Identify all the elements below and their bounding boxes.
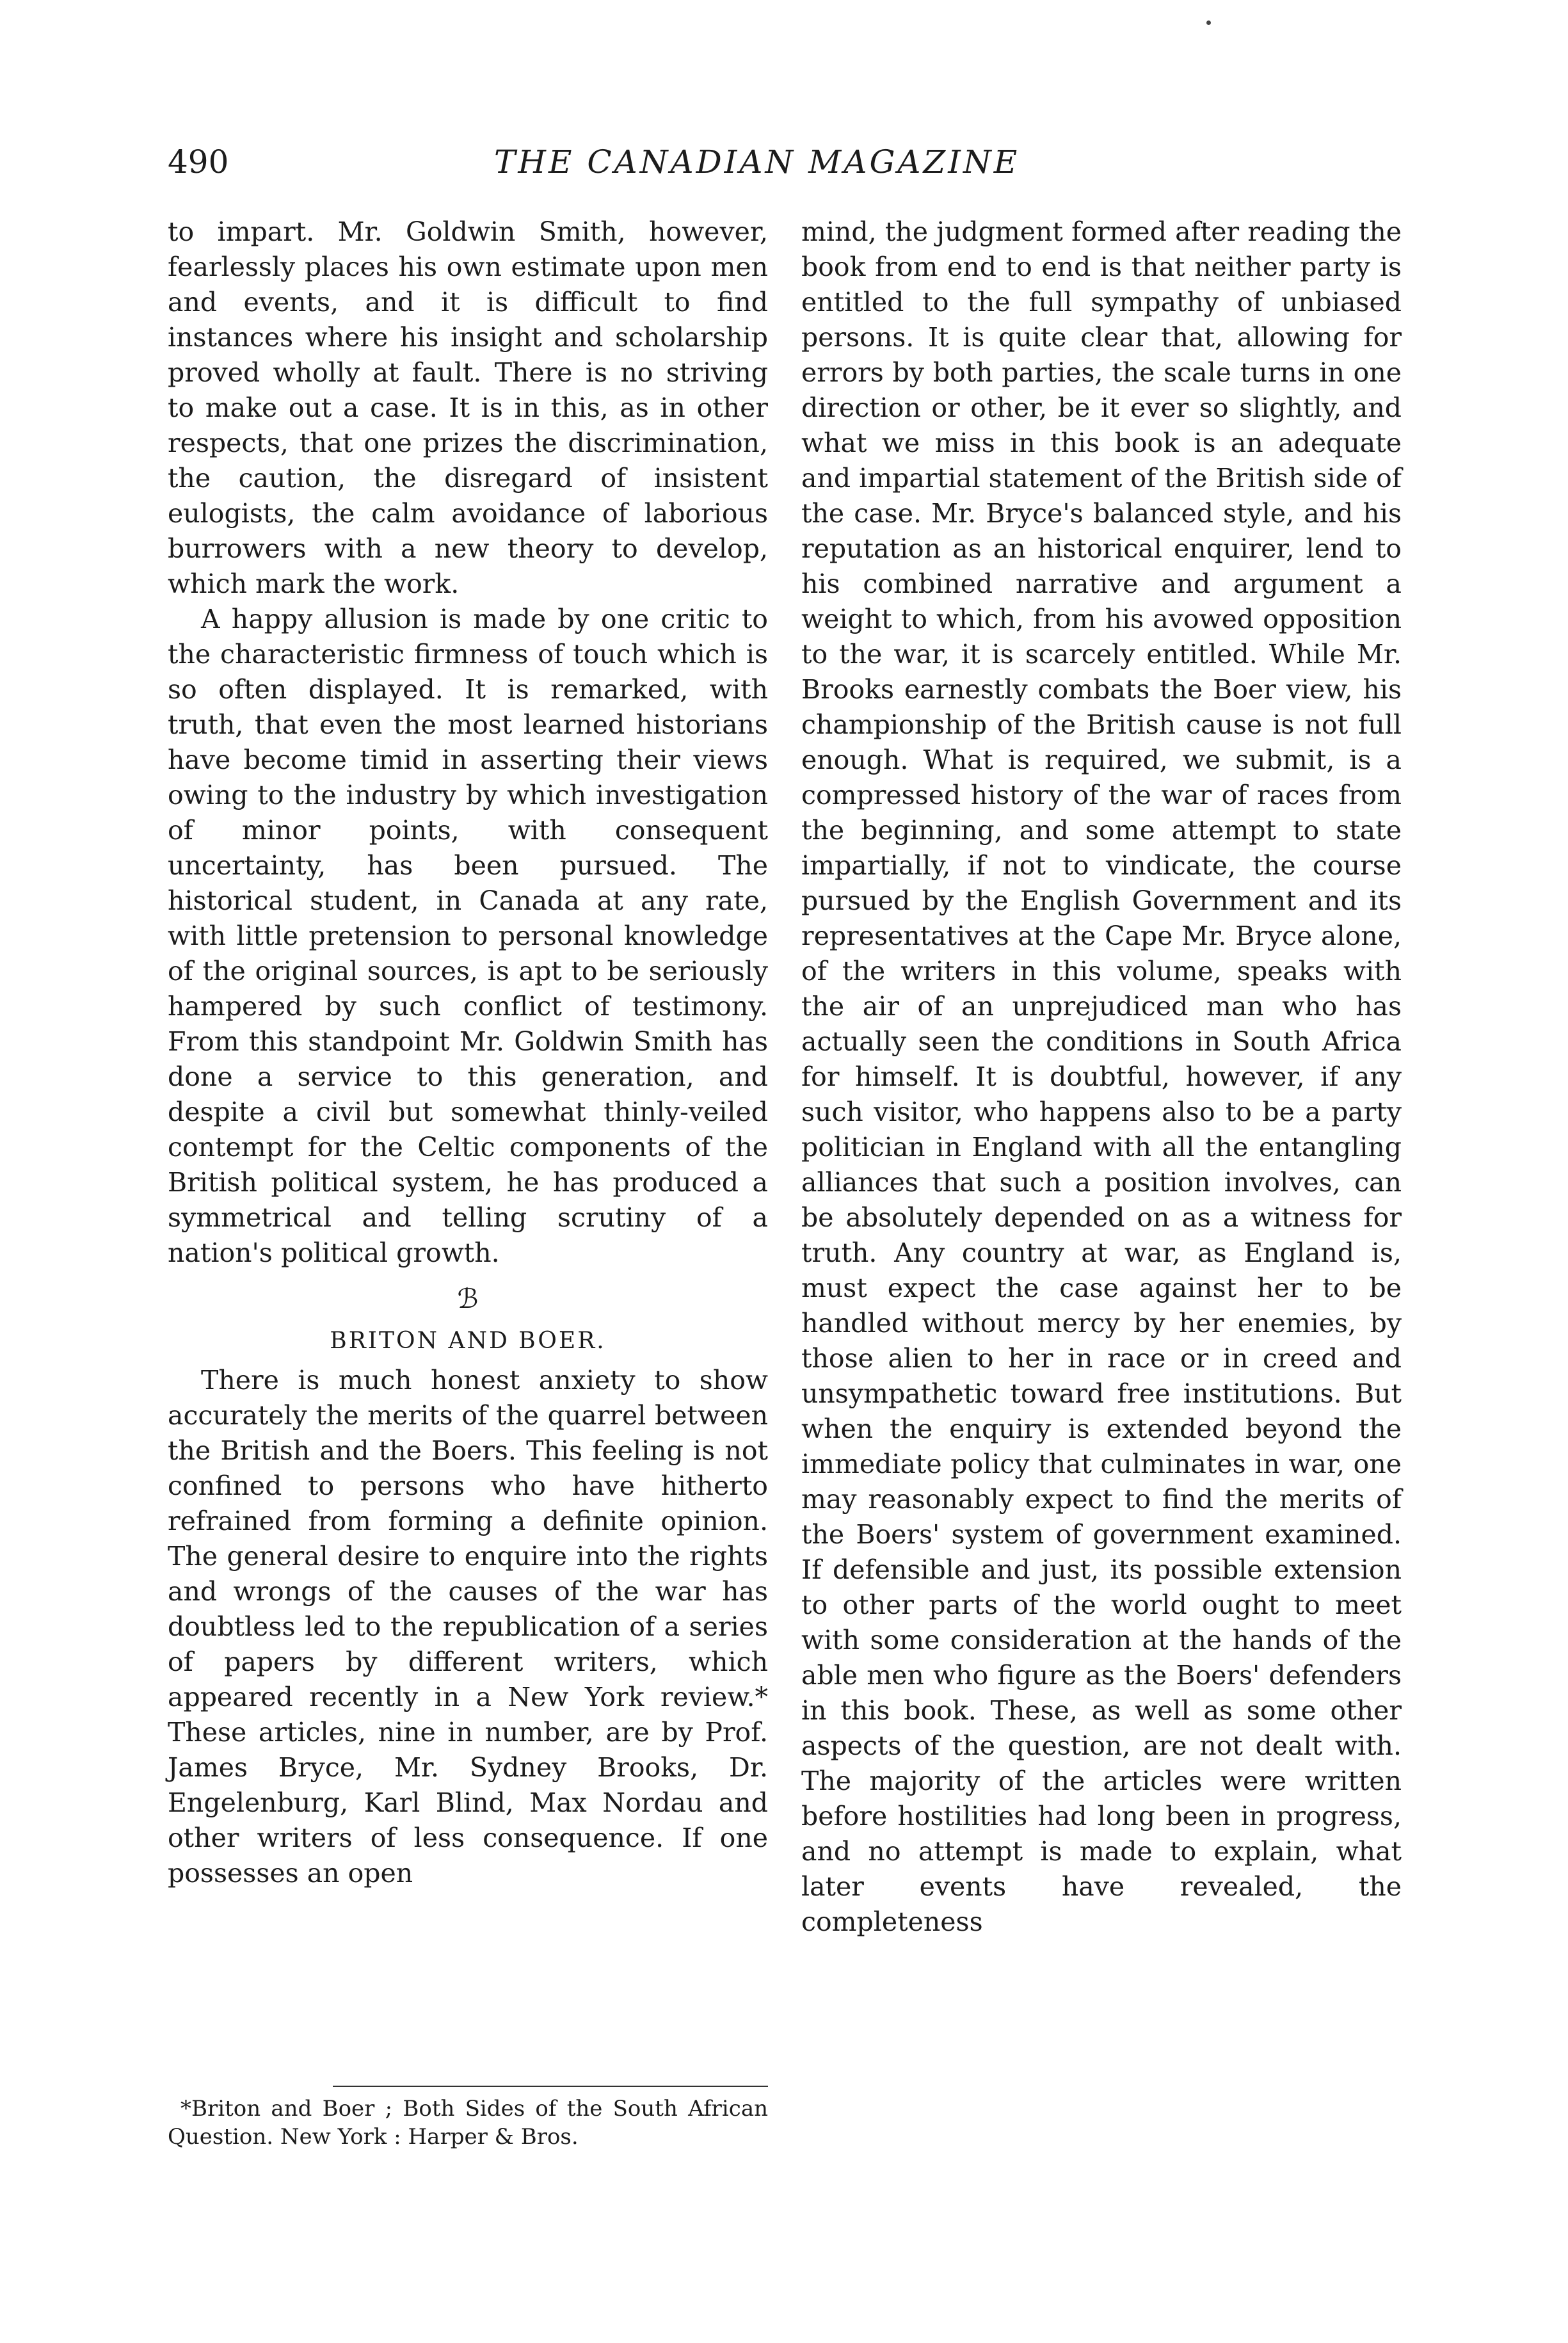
left-paragraph-3: There is much honest anxiety to show accurately the merits of the quarrel between the British and the Boers. This feeling is not confined to persons who have hitherto refrained from forming a definite opinion. The general desire to enquire into the rights and wrongs of the causes of the war has doubtless led to the republication of a series of papers by different writers, which appeared recently in a New York review.* These articles, nine in number, are by Prof. James Bryce, Mr. Sydney Brooks, Dr. Engelenburg, Karl Blind, Max Nordau and other writers of less consequence. If one possesses an open — [168, 1365, 768, 1888]
page-header — [168, 140, 1403, 184]
page-number: 490 — [168, 143, 229, 181]
left-paragraph-2: A happy allusion is made by one critic to the characteristic firmness of touch which is so often displayed. It is remarked, with truth, that even the most learned historians have become timid in asserting their views owing to the industry by which investigation of minor points, with consequent uncertainty, has been pursued. The historical student, in Canada at any rate, with little pretension to personal knowledge of the original sources, is apt to be seriously hampered by such conflict of testimony. From this standpoint Mr. Goldwin Smith has done a service to this generation, and despite a civil but somewhat thinly-veiled contempt for the Celtic components of the British political system, he has produced a symmetrical and telling scrutiny of a nation's political growth. — [168, 604, 768, 1268]
right-column — [801, 214, 1402, 1940]
right-paragraph-1: mind, the judgment formed after reading the book from end to end is that neither party is entitled to the full sympathy of unbiased persons. It is quite clear that, allowing for errors by both parties, the scale turns in one direction or other, be it ever so slightly, and what we miss in this book is an adequate and impartial statement of the British side of the case. Mr. Bryce's balanced style, and his reputation as an historical enquirer, lend to his combined narrative and argument a weight to which, from his avowed opposition to the war, it is scarcely entitled. While Mr. Brooks earnestly combats the Boer view, his championship of the British cause is not full enough. What is required, we submit, is a compressed history of the war of races from the beginning, and some attempt to state impartially, if not to vindicate, the course pursued by the English Government and its representatives at the Cape Mr. Bryce alone, of the writers in this volume, speaks with the air of an unprejudiced man who has actually seen the conditions in South Africa for himself. It is doubtful, however, if any such visitor, who happens also to be a party politician in England with all the entangling alliances that such a position involves, can be absolutely depended on as a witness for truth. Any country at war, as England is, must expect the case against her to be handled without mercy by her enemies, by those alien to her in race or in creed and unsympathetic toward free institutions. But when the enquiry is extended beyond the immediate policy that culminates in war, one may reasonably expect to find the merits of the Boers' system of government examined. If defensible and just, its possible extension to other parts of the world ought to meet with some consideration at the hands of the able men who figure as the Boers' defenders in this book. These, as well as some other aspects of the question, are not dealt with. The majority of the articles were written before hostilities had long been in progress, and no attempt is made to explain, what later events have revealed, the completeness — [801, 216, 1402, 1937]
section-heading: BRITON AND BOER. — [330, 1328, 606, 1354]
left-column — [168, 214, 768, 1891]
left-paragraph-1: to impart. Mr. Goldwin Smith, however, fearlessly places his own estimate upon men and events, and it is difficult to find instances where his insight and scholarship proved wholly at fault. There is no striving to make out a case. It is in this, as in other respects, that one prizes the discrimination, the caution, the disregard of insistent eulogists, the calm avoidance of laborious burrowers with a new theory to develop, which mark the work. — [168, 216, 768, 599]
stray-ink-dot — [1206, 20, 1211, 25]
footnote-rule — [333, 2086, 768, 2087]
fleuron-ornament: ℬ — [457, 1283, 479, 1314]
footnote — [168, 2095, 768, 2151]
footnote-text: *Briton and Boer ; Both Sides of the South African Question. New York : Harper & Bros. — [168, 2096, 768, 2150]
running-title: THE CANADIAN MAGAZINE — [494, 143, 1020, 181]
